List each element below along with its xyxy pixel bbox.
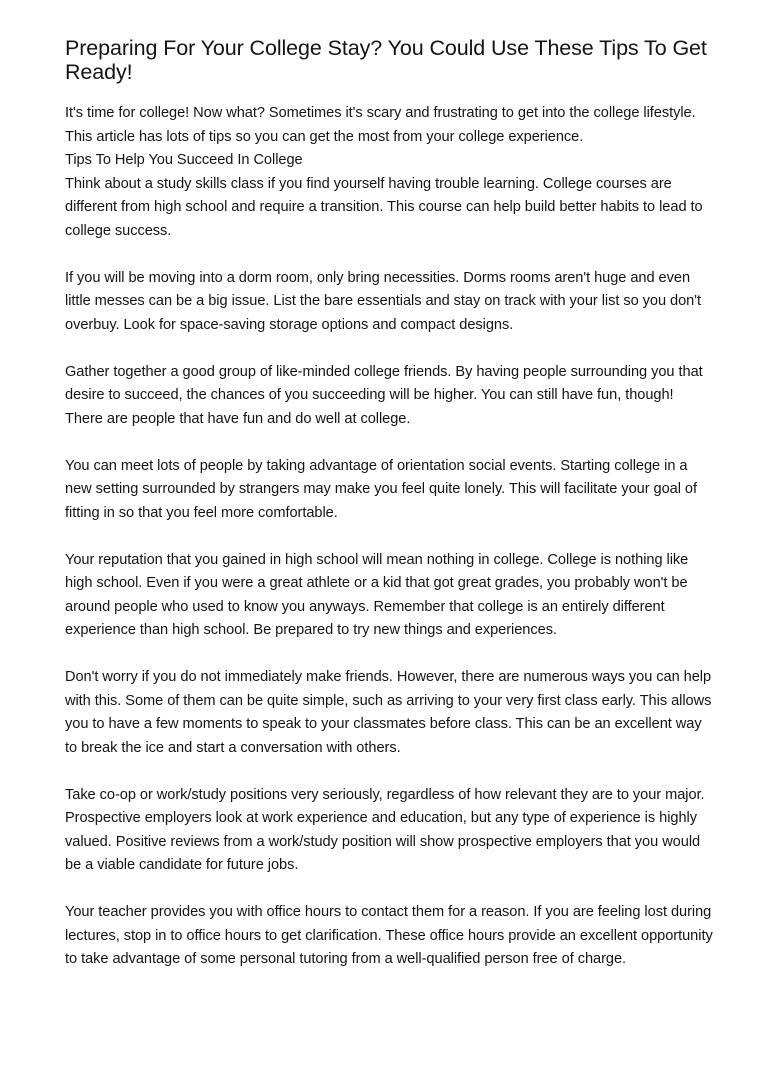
- paragraph-1: Think about a study skills class if you find yourself having trouble learning. College courses are different from high school and require a transition. This course can help build better habits to lead to college success.: [65, 175, 703, 239]
- document-page: [65, 36, 715, 995]
- paragraph-4: You can meet lots of people by taking advantage of orientation social events. Starting college in a new setting surrounded by strangers may make you feel quite lonely. This will facilitate your goal of fitting in so that you feel more comfortable.: [65, 457, 697, 521]
- paragraph-8: Your teacher provides you with office hours to contact them for a reason. If you are feeling lost during lectures, stop in to office hours to get clarification. These office hours provide an excellent opportunity to take advantage of some personal tutoring from a well-qualified person free of charge.: [65, 904, 713, 967]
- document-body: [65, 102, 715, 972]
- section-subheading: Tips To Help You Succeed In College: [65, 152, 303, 168]
- intro-paragraph: It's time for college! Now what? Sometimes it's scary and frustrating to get into the college lifestyle. This article has lots of tips so you can get the most from your college experience.: [65, 105, 696, 145]
- paragraph-5: Your reputation that you gained in high school will mean nothing in college. College is nothing like high school. Even if you were a great athlete or a kid that got great grades, you probably won't be around people who used to know you anyways. Remember that college is an entirely different experience than high school. Be prepared to try new things and experiences.: [65, 551, 689, 638]
- paragraph-6: Don't worry if you do not immediately make friends. However, there are numerous ways you can help with this. Some of them can be quite simple, such as arriving to your very first class early. This allows you to have a few moments to speak to your classmates before class. This can be an excellent way to break the ice and start a conversation with others.: [65, 669, 712, 756]
- document-title: Preparing For Your College Stay? You Could Use These Tips To Get Ready!: [65, 36, 707, 84]
- intro-block: [65, 102, 715, 243]
- paragraph-3: Gather together a good group of like-minded college friends. By having people surrounding you that desire to succeed, the chances of you succeeding will be higher. You can still have fun, though! There are people that have fun and do well at college.: [65, 363, 703, 427]
- paragraph-7: Take co-op or work/study positions very seriously, regardless of how relevant they are to your major. Prospective employers look at work experience and education, but any type of experience is highly valued. Positive reviews from a work/study position will show prospective employers that you would be a viable candidate for future jobs.: [65, 786, 705, 873]
- paragraph-2: If you will be moving into a dorm room, only bring necessities. Dorms rooms aren't huge and even little messes can be a big issue. List the bare essentials and stay on track with your list so you don't overbuy. Look for space-saving storage options and compact designs.: [65, 269, 701, 333]
